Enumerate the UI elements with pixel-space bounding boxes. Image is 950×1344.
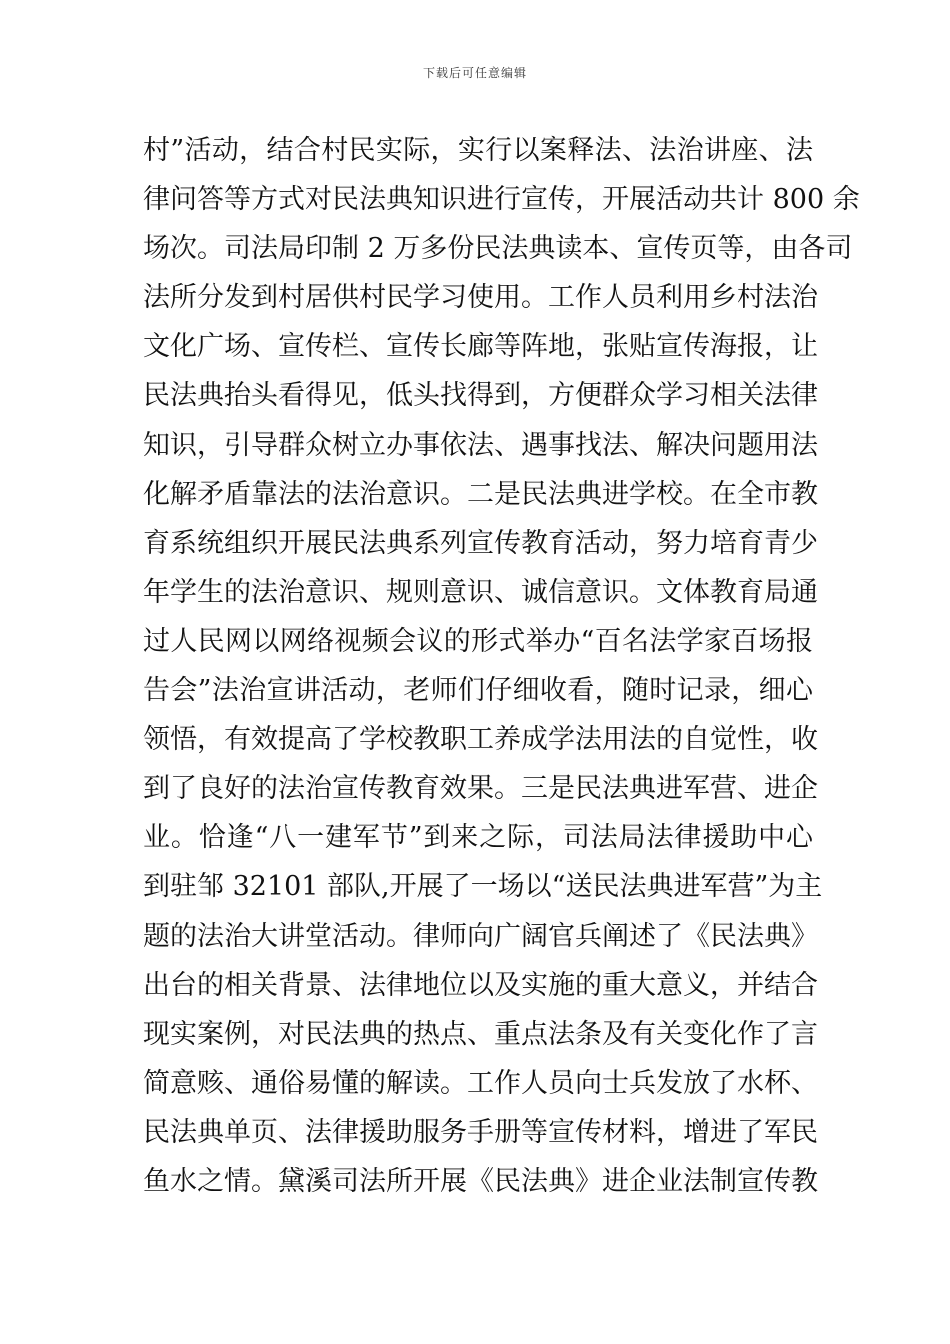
text-line: 民法典抬头看得见，低头找得到，方便群众学习相关法律 bbox=[143, 380, 818, 412]
text-line: 民法典单页、法律援助服务手册等宣传材料，增进了军民 bbox=[143, 1116, 818, 1148]
text-line: 到了良好的法治宣传教育效果。三是民法典进军营、进企 bbox=[143, 773, 818, 805]
text-line: 村”活动，结合村民实际，实行以案释法、法治讲座、法 bbox=[143, 135, 813, 166]
text-line: 到驻邹 32101 部队,开展了一场以“送民法典进军营”为主 bbox=[143, 871, 823, 903]
text-line: 律问答等方式对民法典知识进行宣传，开展活动共计 800 余 bbox=[143, 184, 860, 216]
text-line: 鱼水之情。黛溪司法所开展《民法典》进企业法制宣传教 bbox=[143, 1165, 818, 1197]
text-line: 现实案例，对民法典的热点、重点法条及有关变化作了言 bbox=[143, 1018, 818, 1050]
text-line: 法所分发到村居供村民学习使用。工作人员利用乡村法治 bbox=[143, 282, 818, 314]
text-line: 告会”法治宣讲活动，老师们仔细收看，随时记录，细心 bbox=[143, 675, 813, 707]
text-line: 育系统组织开展民法典系列宣传教育活动，努力培育青少 bbox=[143, 527, 818, 559]
text-line: 文化广场、宣传栏、宣传长廊等阵地，张贴宣传海报，让 bbox=[143, 331, 818, 363]
text-line: 题的法治大讲堂活动。律师向广阔官兵阐述了《民法典》 bbox=[143, 920, 818, 952]
page-header-note: 下载后可任意编辑 bbox=[422, 66, 527, 80]
text-line: 过人民网以网络视频会议的形式举办“百名法学家百场报 bbox=[143, 625, 813, 657]
text-line: 场次。司法局印制 2 万多份民法典读本、宣传页等，由各司 bbox=[143, 233, 853, 265]
body-text bbox=[143, 126, 860, 1206]
text-line: 业。恰逢“八一建军节”到来之际，司法局法律援助中心 bbox=[143, 822, 813, 854]
text-line: 简意赅、通俗易懂的解读。工作人员向士兵发放了水杯、 bbox=[143, 1067, 818, 1099]
text-line: 知识，引导群众树立办事依法、遇事找法、解决问题用法 bbox=[143, 429, 818, 461]
text-line: 年学生的法治意识、规则意识、诚信意识。文体教育局通 bbox=[143, 576, 818, 608]
text-line: 出台的相关背景、法律地位以及实施的重大意义，并结合 bbox=[143, 969, 818, 1001]
text-line: 化解矛盾靠法的法治意识。二是民法典进学校。在全市教 bbox=[143, 478, 818, 510]
text-line: 领悟，有效提高了学校教职工养成学法用法的自觉性，收 bbox=[143, 724, 818, 756]
